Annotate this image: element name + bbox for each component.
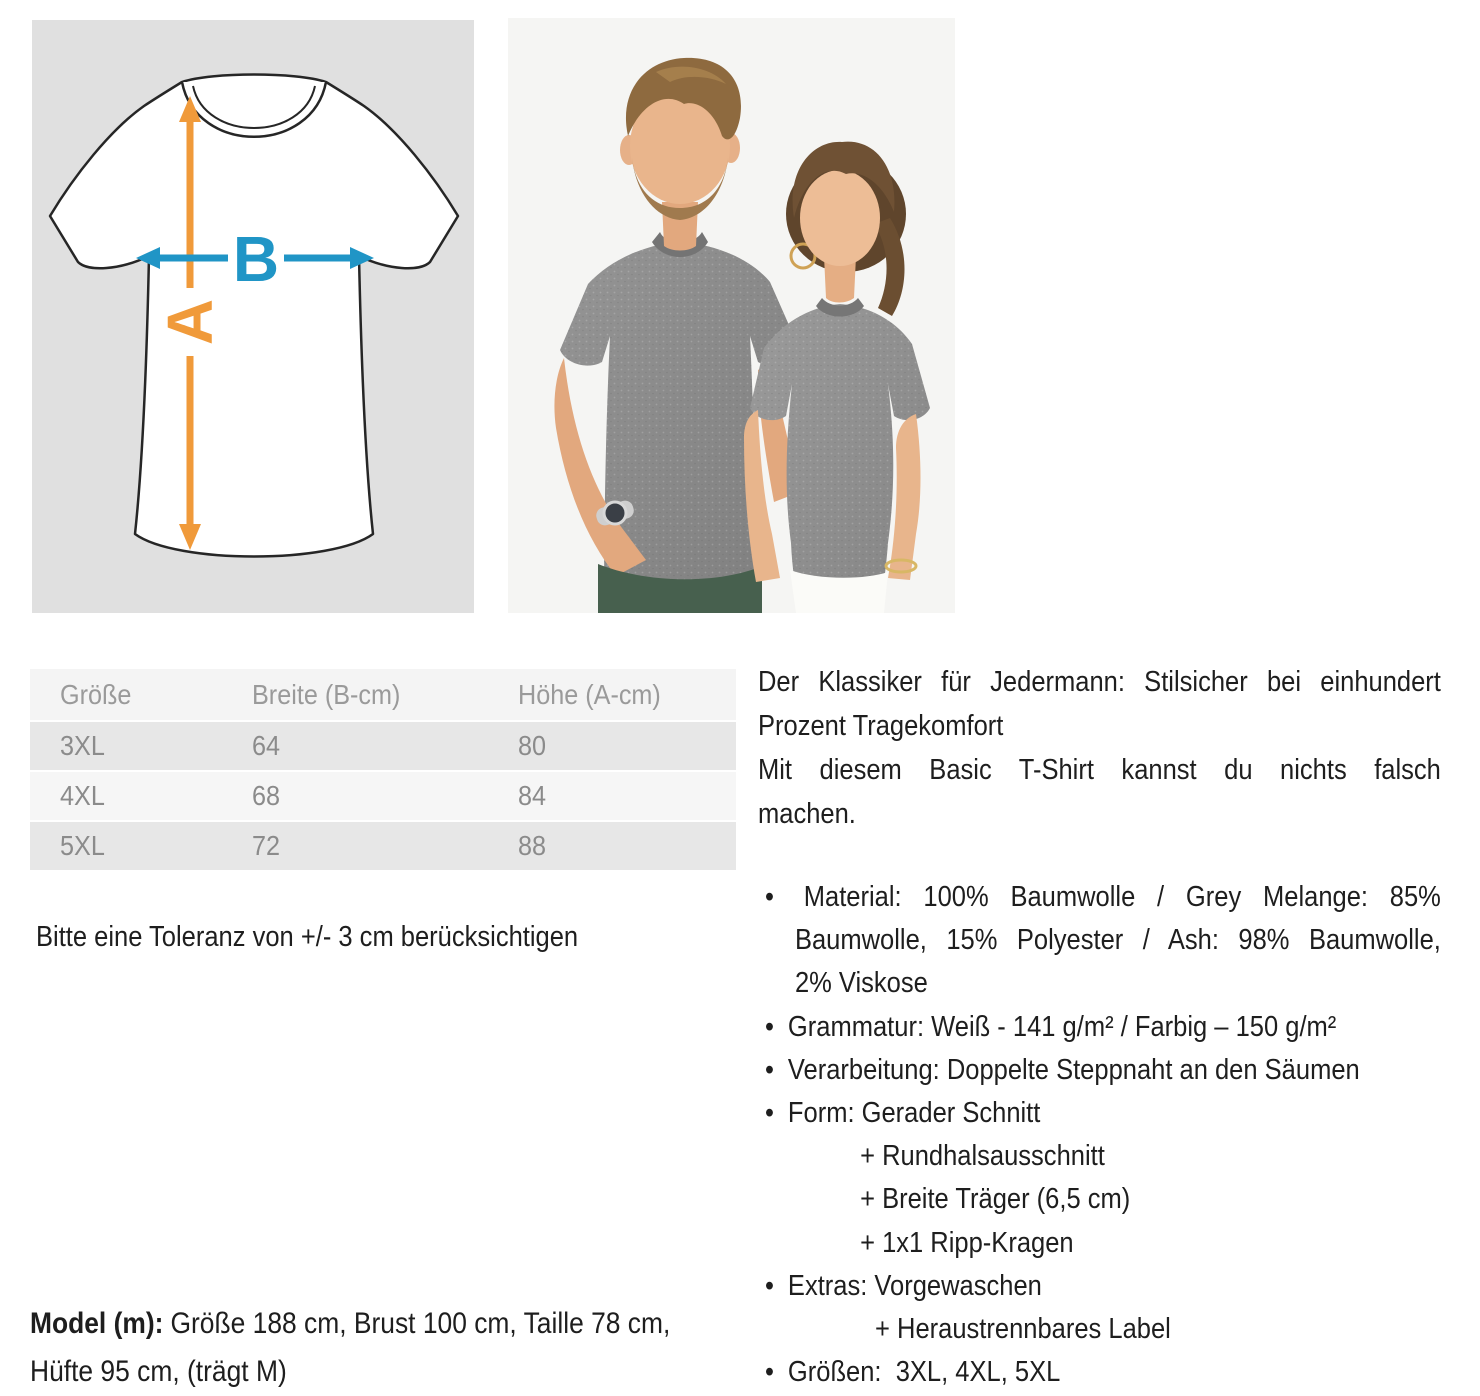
bullet-icon: •: [765, 1356, 774, 1389]
description-line: Mit diesem Basic T-Shirt kannst du nichts falsch: [758, 754, 1441, 786]
bullet-icon: •: [765, 1097, 774, 1130]
tshirt-outline: [50, 75, 458, 557]
list-subitem-label: + Heraustrennbares Label: [875, 1313, 1171, 1346]
model-info-label: Model (m):: [30, 1307, 164, 1340]
description-line: machen.: [758, 798, 856, 830]
size-table-row-5xl: [30, 822, 736, 872]
size-diagram-panel: [32, 20, 474, 613]
height-cell: 88: [518, 830, 547, 861]
list-item-form: • Form: Gerader Schnitt: [758, 1092, 1441, 1135]
bullet-icon: •: [765, 1010, 774, 1043]
arrow-b-label: B: [232, 223, 280, 296]
list-item-groessen: • Größen: 3XL, 4XL, 5XL: [758, 1351, 1441, 1394]
height-cell: 80: [518, 730, 547, 761]
model-photo: [508, 18, 955, 613]
description-line: Der Klassiker für Jedermann: Stilsicher bei einhundert: [758, 666, 1441, 698]
tolerance-note: Bitte eine Toleranz von +/- 3 cm berücksichtigen: [36, 921, 579, 953]
list-subitem-traeger: + Breite Träger (6,5 cm): [860, 1183, 1131, 1216]
width-cell: 64: [252, 730, 281, 761]
arrow-a-label: A: [154, 298, 227, 346]
model-info-line2: Hüfte 95 cm, (trägt M): [30, 1355, 287, 1388]
size-table-row-4xl: [30, 772, 736, 822]
size-table-header-row: [30, 669, 736, 722]
tshirt-measure-diagram: [32, 20, 474, 613]
size-cell: 4XL: [60, 780, 105, 811]
bullet-icon: •: [765, 1053, 774, 1086]
width-cell: 68: [252, 780, 281, 811]
size-table-row-3xl: [30, 722, 736, 772]
width-cell: 72: [252, 830, 281, 861]
list-item-grammatur: • Grammatur: Weiß - 141 g/m² / Farbig – 150 g/m²: [758, 1006, 1441, 1049]
list-subitem-rundhals: + Rundhalsausschnitt: [860, 1140, 1105, 1173]
product-description: [758, 660, 1441, 1394]
size-cell: 3XL: [60, 730, 105, 761]
list-item-material-cont: Baumwolle, 15% Polyester / Ash: 98% Baumwolle,: [794, 924, 1441, 957]
size-cell: 5XL: [60, 830, 105, 861]
list-item-material: • Material: 100% Baumwolle / Grey Melange: 85%: [758, 876, 1441, 919]
bullet-icon: •: [765, 881, 774, 913]
model-photo-illustration: [508, 18, 955, 613]
list-item-verarbeitung: • Verarbeitung: Doppelte Steppnaht an den Säumen: [758, 1049, 1441, 1092]
bullet-icon: •: [765, 1269, 774, 1302]
model-info-measurements: Größe 188 cm, Brust 100 cm, Taille 78 cm,: [170, 1307, 671, 1340]
list-item-material-cont: 2% Viskose: [794, 967, 928, 1000]
model-info: [30, 1300, 739, 1396]
col-header-groesse: Größe: [60, 679, 132, 710]
col-header-breite: Breite (B-cm): [252, 679, 401, 710]
height-cell: 84: [518, 780, 547, 811]
list-subitem-ripp: + 1x1 Ripp-Kragen: [860, 1226, 1074, 1259]
feature-list: [758, 876, 1441, 1394]
woman-face: [800, 170, 880, 266]
size-table: [30, 669, 736, 872]
model-info-line1: [30, 1300, 739, 1348]
col-header-hoehe: Höhe (A-cm): [518, 679, 661, 710]
list-item-extras: • Extras: Vorgewaschen: [758, 1265, 1441, 1308]
description-line: Prozent Tragekomfort: [758, 710, 1004, 742]
